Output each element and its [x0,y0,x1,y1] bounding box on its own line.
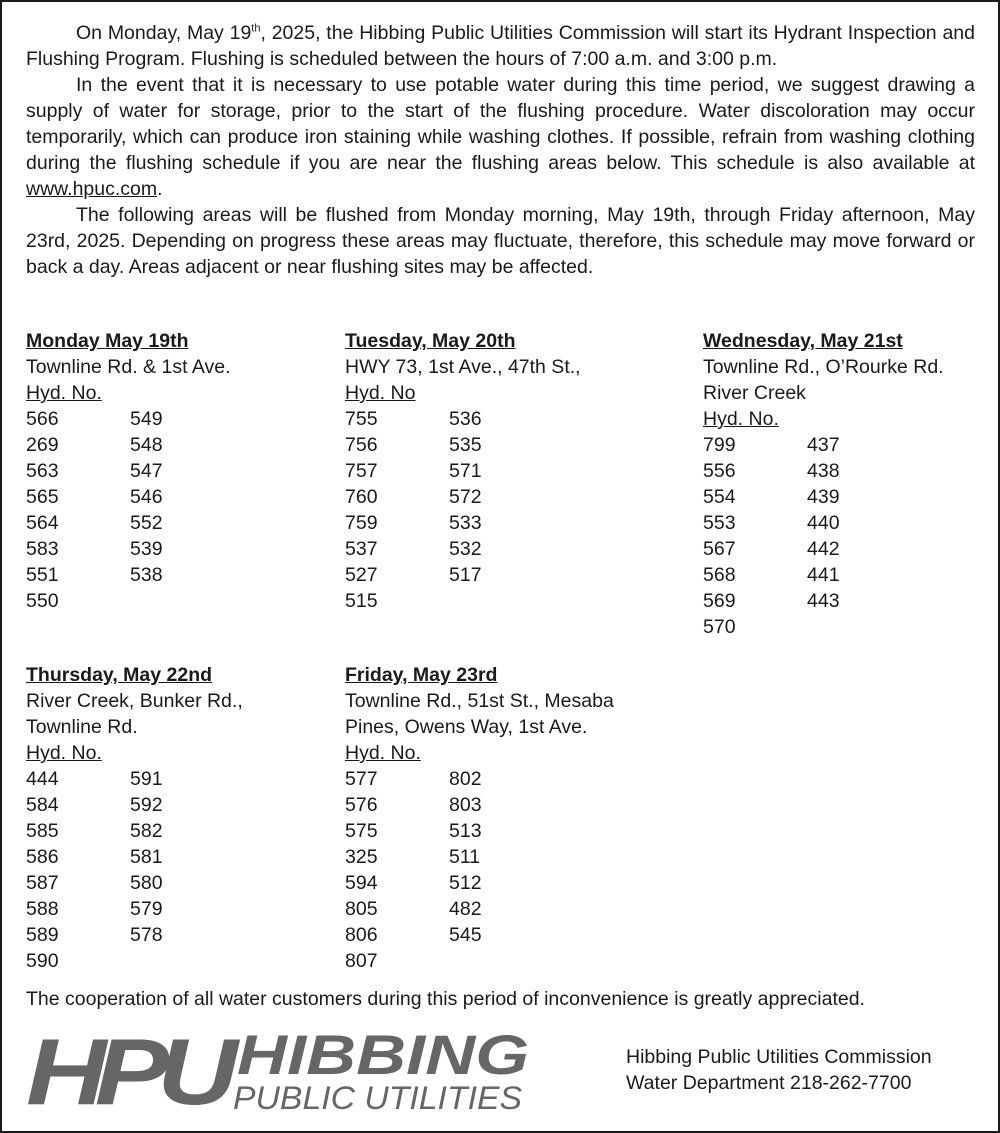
hydrant-number: 580 [130,872,163,894]
hydrant-row [703,432,944,458]
hydrant-row [26,922,243,948]
hydrant-number: 325 [345,846,378,868]
ordinal-superscript: th [251,22,261,35]
hydrant-number: 512 [449,872,482,894]
day-heading: Thursday, May 22nd [26,664,213,686]
area-description: Townline Rd. [26,716,138,738]
hydrant-number: 532 [449,538,482,560]
hydrant-number: 482 [449,898,482,920]
hydrant-row [26,458,231,484]
hydrant-number: 513 [449,820,482,842]
hydrant-number: 571 [449,460,482,482]
hydrant-row [345,406,581,432]
hydrant-row [703,614,944,640]
hydrant-number: 803 [449,794,482,816]
schedule-thursday [26,662,243,974]
hydrant-number: 567 [703,538,736,560]
hydrant-number: 563 [26,460,59,482]
hydrant-number: 546 [130,486,163,508]
hydrant-number: 515 [345,590,378,612]
hydrant-number: 575 [345,820,378,842]
hydrant-row [26,588,231,614]
hydrant-number: 538 [130,564,163,586]
hydrant-row [26,406,231,432]
hydrant-number: 589 [26,924,59,946]
website-link[interactable]: www.hpuc.com [26,178,158,200]
hydrant-number: 588 [26,898,59,920]
hydrant-number: 581 [130,846,163,868]
hydrant-number: 569 [703,590,736,612]
hydrant-number: 577 [345,768,378,790]
hydrant-number: 583 [26,538,59,560]
hydrant-number: 568 [703,564,736,586]
hydrant-number: 547 [130,460,163,482]
hydrant-number: 439 [807,486,840,508]
hydrant-number: 585 [26,820,59,842]
hydrant-number: 545 [449,924,482,946]
hydrant-number: 760 [345,486,378,508]
hydrant-row [26,536,231,562]
hydrant-number: 511 [449,846,481,868]
hydrant-row [345,922,614,948]
schedule-friday [345,662,614,974]
area-description: Pines, Owens Way, 1st Ave. [345,716,588,738]
hydrant-number-label: Hyd. No. [26,382,102,404]
intro-paragraph-2 [26,72,975,202]
contact-line-1: Hibbing Public Utilities Commission [626,1046,932,1068]
hydrant-number: 551 [26,564,59,586]
hydrant-number: 578 [130,924,163,946]
hydrant-number: 548 [130,434,163,456]
hydrant-row [345,588,581,614]
hydrant-row [345,818,614,844]
hydrant-number: 566 [26,408,59,430]
closing-text: The cooperation of all water customers during this period of inconvenience is greatly appreciated. [26,988,865,1010]
hydrant-number: 805 [345,898,378,920]
hydrant-row [26,766,243,792]
hydrant-row [703,484,944,510]
hydrant-row [345,536,581,562]
hydrant-number: 527 [345,564,378,586]
hydrant-number: 579 [130,898,163,920]
hydrant-number: 438 [807,460,840,482]
day-heading: Friday, May 23rd [345,664,498,686]
hydrant-number: 441 [807,564,840,586]
hydrant-number: 553 [703,512,736,534]
hydrant-row [703,458,944,484]
hydrant-number-label: Hyd. No. [26,742,102,764]
hydrant-number: 565 [26,486,59,508]
hydrant-row [345,458,581,484]
hydrant-row [345,948,614,974]
hydrant-number: 554 [703,486,736,508]
hydrant-row [26,818,243,844]
area-description: River Creek, Bunker Rd., [26,690,243,712]
hydrant-number: 587 [26,872,59,894]
hydrant-number: 437 [807,434,840,456]
day-heading: Wednesday, May 21st [703,330,903,352]
hydrant-number: 807 [345,950,378,972]
hydrant-row [26,896,243,922]
intro-paragraph-1 [26,20,975,72]
hydrant-row [345,896,614,922]
area-description: HWY 73, 1st Ave., 47th St., [345,356,581,378]
schedule-wednesday [703,328,944,640]
intro-p1-text-cont: , 2025, the Hibbing Public Utilities Commission will start its Hydrant Inspection and Flushing Program. Flushing is scheduled between the hours of 7:00 a.m. and 3:00 p.m. [26,22,975,70]
hydrant-number-label: Hyd. No. [345,742,421,764]
hydrant-row [26,432,231,458]
logo-mark: HPU [26,1024,241,1114]
day-heading: Monday May 19th [26,330,189,352]
area-description: Townline Rd. & 1st Ave. [26,356,231,378]
hydrant-number: 582 [130,820,163,842]
hydrant-row [26,510,231,536]
hydrant-row [345,432,581,458]
intro-text [26,20,975,280]
hydrant-row [26,844,243,870]
contact-line-2: Water Department 218-262-7700 [626,1072,912,1094]
hydrant-number: 539 [130,538,163,560]
hydrant-number: 802 [449,768,482,790]
day-heading: Tuesday, May 20th [345,330,516,352]
area-description: River Creek [703,382,806,404]
hydrant-number: 536 [449,408,482,430]
hydrant-number-label: Hyd. No [345,382,416,404]
hydrant-row [26,562,231,588]
hydrant-row [703,536,944,562]
hydrant-number: 443 [807,590,840,612]
hydrant-number: 759 [345,512,378,534]
hydrant-row [345,870,614,896]
hydrant-number: 799 [703,434,736,456]
intro-p2-text: In the event that it is necessary to use potable water during this time period, we suggest drawing a supply of water for storage, prior to the start of the flushing procedure. Water discoloration may occur temporarily, which can produce iron staining while washing clothes. If possible, refrain from washing clothing during the flushing schedule if you are near the flushing areas below. This schedule is also available at [26,74,975,174]
hydrant-row [26,948,243,974]
hydrant-number: 517 [449,564,482,586]
hydrant-number: 576 [345,794,378,816]
hydrant-number: 537 [345,538,378,560]
hydrant-row [345,766,614,792]
hydrant-number: 440 [807,512,840,534]
hydrant-number: 756 [345,434,378,456]
hydrant-number: 550 [26,590,59,612]
hydrant-row [345,484,581,510]
hydrant-number-label: Hyd. No. [703,408,779,430]
hydrant-row [26,870,243,896]
hydrant-number: 535 [449,434,482,456]
intro-p2-period: . [157,178,163,200]
hydrant-row [703,562,944,588]
hydrant-number: 757 [345,460,378,482]
hydrant-row [345,562,581,588]
hydrant-number: 586 [26,846,59,868]
hydrant-row [345,844,614,870]
intro-paragraph-3: The following areas will be flushed from Monday morning, May 19th, through Friday afternoon, May 23rd, 2025. Depending on progress these areas may fluctuate, therefore, this schedule may move forward or back a day. Areas adjacent or near flushing sites may be affected. [26,204,975,278]
hpu-logo [24,1024,544,1114]
hydrant-number: 269 [26,434,59,456]
contact-block [626,1044,932,1096]
schedule-monday [26,328,231,614]
hydrant-number: 442 [807,538,840,560]
hydrant-number: 564 [26,512,59,534]
hydrant-number: 806 [345,924,378,946]
hydrant-number: 552 [130,512,163,534]
hydrant-number: 570 [703,616,736,638]
hydrant-number: 590 [26,950,59,972]
hydrant-row [345,510,581,536]
hydrant-number: 444 [26,768,59,790]
hydrant-number: 584 [26,794,59,816]
hydrant-number: 572 [449,486,482,508]
hydrant-row [26,792,243,818]
hydrant-row [345,792,614,818]
hydrant-number: 594 [345,872,378,894]
logo-name-line1: HIBBING [237,1024,529,1086]
logo-name-line2: PUBLIC UTILITIES [233,1080,522,1114]
hydrant-row [703,510,944,536]
schedule-tuesday [345,328,581,614]
hydrant-row [26,484,231,510]
area-description: Townline Rd., O’Rourke Rd. [703,356,944,378]
intro-p1-text: On Monday, May 19 [76,22,252,44]
hydrant-row [703,588,944,614]
hydrant-number: 556 [703,460,736,482]
hydrant-number: 592 [130,794,163,816]
hydrant-number: 591 [130,768,163,790]
hydrant-number: 533 [449,512,482,534]
hydrant-number: 755 [345,408,378,430]
hydrant-number: 549 [130,408,163,430]
area-description: Townline Rd., 51st St., Mesaba [345,690,614,712]
